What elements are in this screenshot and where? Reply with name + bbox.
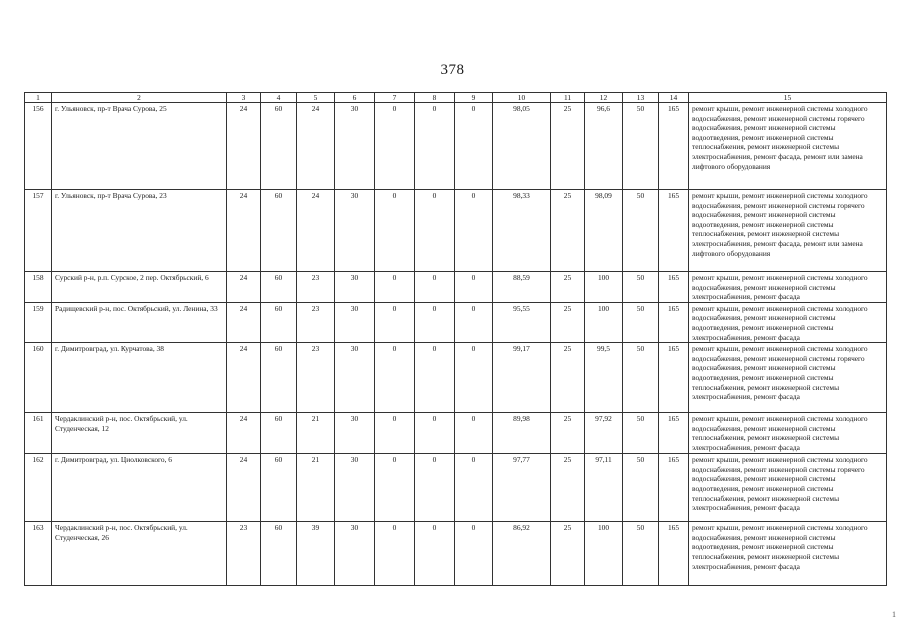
value-cell: 165: [659, 522, 689, 586]
row-number-cell: 160: [25, 343, 52, 413]
page-number: 378: [440, 62, 465, 78]
value-cell: 100: [585, 522, 623, 586]
address-cell: г. Ульяновск, пр-т Врача Сурова, 23: [52, 190, 227, 272]
value-cell: 165: [659, 103, 689, 190]
value-cell: 89,98: [493, 413, 551, 454]
works-list-cell: ремонт крыши, ремонт инженерной системы холодного водоснабжения, ремонт инженерной системы теплоснабжения, ремонт инженерной системы электроснабжения, ремонт фасада: [689, 413, 887, 454]
value-cell: 30: [335, 272, 375, 303]
value-cell: 0: [415, 103, 455, 190]
value-cell: 30: [335, 454, 375, 522]
value-cell: 60: [261, 413, 297, 454]
address-cell: Сурский р-н, р.п. Сурское, 2 пер. Октябрьский, 6: [52, 272, 227, 303]
value-cell: 30: [335, 302, 375, 342]
value-cell: 60: [261, 190, 297, 272]
header-cell: 13: [623, 93, 659, 103]
address-cell: Чердаклинский р-н, пос. Октябрьский, ул. Студенческая, 26: [52, 522, 227, 586]
value-cell: 100: [585, 272, 623, 303]
value-cell: 0: [375, 272, 415, 303]
works-list-cell: ремонт крыши, ремонт инженерной системы холодного водоснабжения, ремонт инженерной системы электроснабжения, ремонт фасада: [689, 272, 887, 303]
value-cell: 99,17: [493, 343, 551, 413]
value-cell: 99,5: [585, 343, 623, 413]
works-list-cell: ремонт крыши, ремонт инженерной системы холодного водоснабжения, ремонт инженерной системы горячего водоснабжения, ремонт инженерной системы водоотведения, ремонт инженерной системы теплоснабжения, ремонт инженерной системы электроснабжения, ремонт фасада, ремонт или замена лифтового оборудования: [689, 190, 887, 272]
value-cell: 50: [623, 413, 659, 454]
table-row: [25, 272, 887, 303]
value-cell: 86,92: [493, 522, 551, 586]
header-cell: 7: [375, 93, 415, 103]
value-cell: 97,11: [585, 454, 623, 522]
table-row: [25, 103, 887, 190]
value-cell: 0: [415, 272, 455, 303]
value-cell: 50: [623, 103, 659, 190]
value-cell: 0: [375, 190, 415, 272]
table-row: [25, 413, 887, 454]
margin-mark: 1: [892, 610, 896, 619]
value-cell: 165: [659, 272, 689, 303]
value-cell: 23: [297, 343, 335, 413]
value-cell: 60: [261, 343, 297, 413]
value-cell: 100: [585, 302, 623, 342]
value-cell: 39: [297, 522, 335, 586]
header-cell: 8: [415, 93, 455, 103]
value-cell: 50: [623, 343, 659, 413]
value-cell: 50: [623, 454, 659, 522]
value-cell: 97,92: [585, 413, 623, 454]
repair-program-table: [24, 92, 887, 586]
works-list-cell: ремонт крыши, ремонт инженерной системы холодного водоснабжения, ремонт инженерной системы горячего водоснабжения, ремонт инженерной системы водоотведения, ремонт инженерной системы теплоснабжения, ремонт инженерной системы электроснабжения, ремонт фасада, ремонт или замена лифтового оборудования: [689, 103, 887, 190]
table-row: [25, 454, 887, 522]
value-cell: 50: [623, 302, 659, 342]
value-cell: 25: [551, 190, 585, 272]
row-number-cell: 157: [25, 190, 52, 272]
header-cell: 6: [335, 93, 375, 103]
value-cell: 24: [297, 103, 335, 190]
header-cell: 10: [493, 93, 551, 103]
address-cell: г. Ульяновск, пр-т Врача Сурова, 25: [52, 103, 227, 190]
header-cell: 15: [689, 93, 887, 103]
value-cell: 30: [335, 343, 375, 413]
value-cell: 24: [297, 190, 335, 272]
value-cell: 98,05: [493, 103, 551, 190]
header-cell: 14: [659, 93, 689, 103]
header-cell: 5: [297, 93, 335, 103]
value-cell: 30: [335, 522, 375, 586]
value-cell: 0: [455, 190, 493, 272]
header-cell: 1: [25, 93, 52, 103]
row-number-cell: 156: [25, 103, 52, 190]
table-row: [25, 190, 887, 272]
value-cell: 0: [455, 302, 493, 342]
value-cell: 165: [659, 454, 689, 522]
value-cell: 60: [261, 103, 297, 190]
value-cell: 24: [227, 190, 261, 272]
header-row: [25, 93, 887, 103]
address-cell: Радищевский р-н, пос. Октябрьский, ул. Ленина, 33: [52, 302, 227, 342]
value-cell: 0: [415, 302, 455, 342]
value-cell: 23: [297, 272, 335, 303]
table-row: [25, 302, 887, 342]
value-cell: 25: [551, 272, 585, 303]
value-cell: 25: [551, 454, 585, 522]
value-cell: 0: [375, 103, 415, 190]
value-cell: 24: [227, 343, 261, 413]
value-cell: 95,55: [493, 302, 551, 342]
row-number-cell: 158: [25, 272, 52, 303]
header-cell: 12: [585, 93, 623, 103]
value-cell: 24: [227, 413, 261, 454]
row-number-cell: 162: [25, 454, 52, 522]
value-cell: 25: [551, 302, 585, 342]
value-cell: 0: [415, 343, 455, 413]
value-cell: 30: [335, 190, 375, 272]
value-cell: 24: [227, 272, 261, 303]
value-cell: 0: [455, 522, 493, 586]
value-cell: 165: [659, 343, 689, 413]
value-cell: 50: [623, 272, 659, 303]
address-cell: Чердаклинский р-н, пос. Октябрьский, ул. Студенческая, 12: [52, 413, 227, 454]
value-cell: 30: [335, 103, 375, 190]
value-cell: 0: [375, 413, 415, 454]
value-cell: 50: [623, 522, 659, 586]
value-cell: 0: [415, 454, 455, 522]
value-cell: 0: [455, 103, 493, 190]
value-cell: 0: [375, 454, 415, 522]
value-cell: 24: [227, 302, 261, 342]
value-cell: 0: [415, 190, 455, 272]
value-cell: 25: [551, 103, 585, 190]
table-row: [25, 343, 887, 413]
works-list-cell: ремонт крыши, ремонт инженерной системы холодного водоснабжения, ремонт инженерной системы водоотведения, ремонт инженерной системы теплоснабжения, ремонт инженерной системы электроснабжения, ремонт фасада: [689, 522, 887, 586]
address-cell: г. Димитровград, ул. Курчатова, 38: [52, 343, 227, 413]
value-cell: 98,33: [493, 190, 551, 272]
value-cell: 60: [261, 302, 297, 342]
value-cell: 96,6: [585, 103, 623, 190]
works-list-cell: ремонт крыши, ремонт инженерной системы холодного водоснабжения, ремонт инженерной системы горячего водоснабжения, ремонт инженерной системы водоотведения, ремонт инженерной системы теплоснабжения, ремонт инженерной системы электроснабжения, ремонт фасада: [689, 343, 887, 413]
value-cell: 25: [551, 413, 585, 454]
value-cell: 97,77: [493, 454, 551, 522]
header-cell: 2: [52, 93, 227, 103]
row-number-cell: 163: [25, 522, 52, 586]
value-cell: 0: [455, 343, 493, 413]
address-cell: г. Димитровград, ул. Циолковского, 6: [52, 454, 227, 522]
row-number-cell: 159: [25, 302, 52, 342]
value-cell: 23: [227, 522, 261, 586]
header-cell: 3: [227, 93, 261, 103]
value-cell: 25: [551, 343, 585, 413]
value-cell: 25: [551, 522, 585, 586]
value-cell: 50: [623, 190, 659, 272]
row-number-cell: 161: [25, 413, 52, 454]
value-cell: 21: [297, 454, 335, 522]
value-cell: 24: [227, 103, 261, 190]
value-cell: 0: [415, 413, 455, 454]
header-cell: 11: [551, 93, 585, 103]
value-cell: 0: [375, 522, 415, 586]
value-cell: 165: [659, 413, 689, 454]
table-body: [25, 93, 887, 586]
value-cell: 0: [415, 522, 455, 586]
value-cell: 0: [375, 302, 415, 342]
value-cell: 23: [297, 302, 335, 342]
header-cell: 9: [455, 93, 493, 103]
value-cell: 60: [261, 272, 297, 303]
value-cell: 0: [455, 413, 493, 454]
value-cell: 0: [455, 272, 493, 303]
value-cell: 98,09: [585, 190, 623, 272]
value-cell: 0: [375, 343, 415, 413]
value-cell: 21: [297, 413, 335, 454]
works-list-cell: ремонт крыши, ремонт инженерной системы холодного водоснабжения, ремонт инженерной системы горячего водоснабжения, ремонт инженерной системы водоотведения, ремонт инженерной системы теплоснабжения, ремонт инженерной системы электроснабжения, ремонт фасада: [689, 454, 887, 522]
value-cell: 165: [659, 302, 689, 342]
value-cell: 60: [261, 522, 297, 586]
value-cell: 165: [659, 190, 689, 272]
value-cell: 60: [261, 454, 297, 522]
value-cell: 88,59: [493, 272, 551, 303]
works-list-cell: ремонт крыши, ремонт инженерной системы холодного водоснабжения, ремонт инженерной системы водоотведения, ремонт инженерной системы электроснабжения, ремонт фасада: [689, 302, 887, 342]
header-cell: 4: [261, 93, 297, 103]
value-cell: 30: [335, 413, 375, 454]
table-row: [25, 522, 887, 586]
value-cell: 0: [455, 454, 493, 522]
value-cell: 24: [227, 454, 261, 522]
